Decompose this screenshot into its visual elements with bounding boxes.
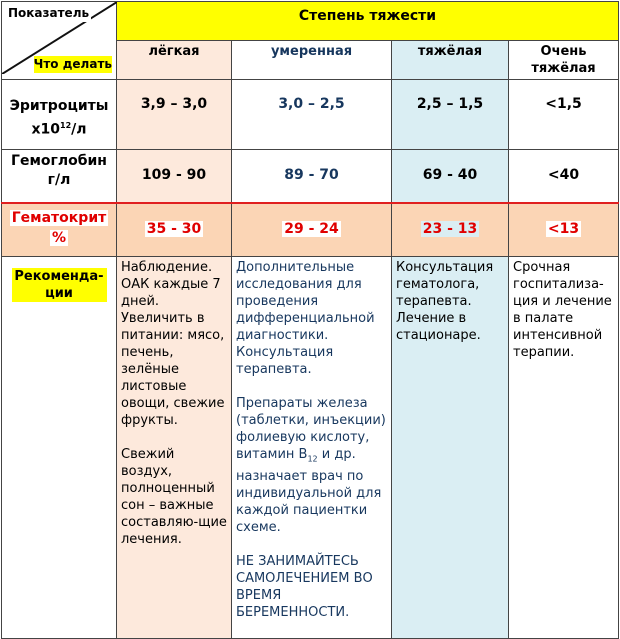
value-moderate: 29 - 24 bbox=[232, 203, 392, 257]
severity-header: Степень тяжести bbox=[117, 2, 619, 41]
value-very-severe: <13 bbox=[509, 203, 619, 257]
row-recommendations bbox=[2, 257, 619, 639]
value-mild: 109 - 90 bbox=[117, 150, 232, 203]
value-severe: 69 - 40 bbox=[392, 150, 509, 203]
rec-very-severe: Срочная госпитализа-ция и лечение в палате интенсивной терапии. bbox=[509, 257, 619, 639]
label-recommendations: Рекоменда-ции bbox=[2, 257, 117, 639]
col-severe: тяжёлая bbox=[392, 41, 509, 80]
label-hematocrit: Гематокрит % bbox=[2, 203, 117, 257]
anemia-severity-table bbox=[1, 1, 619, 639]
value-moderate: 3,0 – 2,5 bbox=[232, 80, 392, 150]
corner-top-label: Показатель bbox=[8, 6, 90, 20]
row-hemoglobin bbox=[2, 150, 619, 203]
value-very-severe: <40 bbox=[509, 150, 619, 203]
row-erythrocytes bbox=[2, 80, 619, 150]
rec-mild: Наблюдение. ОАК каждые 7 дней. Увеличить в питании: мясо, печень, зелёные листовые овощи, свежие фрукты. Свежий воздух, полноценный сон – важные составляю-щие лечения. bbox=[117, 257, 232, 639]
col-moderate: умеренная bbox=[232, 41, 392, 80]
rec-moderate: Дополнительные исследования для проведения дифференциальной диагностики. Консультация терапевта. Препараты железа (таблетки, инъекции) фолиевую кислоту, витамин $B_{12}$ и др. назначает врач по индивидуальной для каждой пациентки схеме. НЕ ЗАНИМАЙТЕСЬ САМОЛЕЧЕНИЕМ ВО ВРЕМЯ БЕРЕМЕННОСТИ. bbox=[232, 257, 392, 639]
col-very-severe: Очень тяжёлая bbox=[509, 41, 619, 80]
label-hemoglobin: Гемоглобин г/л bbox=[2, 150, 117, 203]
value-severe: 2,5 – 1,5 bbox=[392, 80, 509, 150]
row-hematocrit bbox=[2, 203, 619, 257]
value-moderate: 89 - 70 bbox=[232, 150, 392, 203]
value-severe: 23 - 13 bbox=[392, 203, 509, 257]
col-mild: лёгкая bbox=[117, 41, 232, 80]
rec-severe: Консультация гематолога, терапевта. Лечение в стационаре. bbox=[392, 257, 509, 639]
value-mild: 3,9 – 3,0 bbox=[117, 80, 232, 150]
value-mild: 35 - 30 bbox=[117, 203, 232, 257]
value-very-severe: <1,5 bbox=[509, 80, 619, 150]
label-erythrocytes: Эритроциты $x10^{12}/л$ bbox=[2, 80, 117, 150]
corner-cell bbox=[2, 2, 117, 80]
corner-bottom-label: Что делать bbox=[33, 57, 112, 71]
